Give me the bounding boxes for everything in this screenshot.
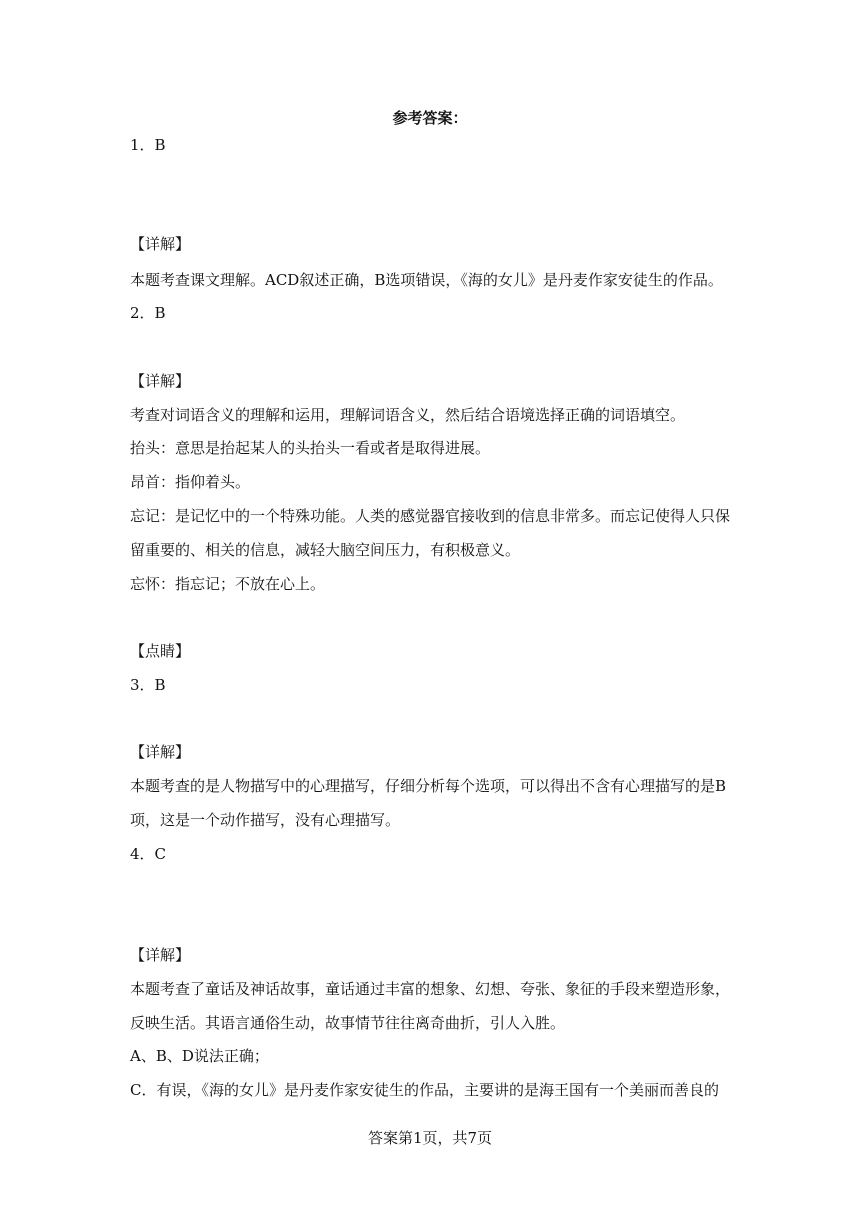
- detail-line: 留重要的、相关的信息，减轻大脑空间压力，有积极意义。: [130, 541, 521, 559]
- detail-line: 项，这是一个动作描写，没有心理描写。: [130, 811, 401, 829]
- answer-1: 1．B: [130, 136, 166, 154]
- detail-line: 忘记：是记忆中的一个特殊功能。人类的感觉器官接收到的信息非常多。而忘记使得人只保: [130, 507, 731, 525]
- answer-2: 2．B: [130, 304, 166, 322]
- detail-heading-1: 【详解】: [130, 235, 191, 253]
- detail-line: 本题考查的是人物描写中的心理描写，仔细分析每个选项，可以得出不含有心理描写的是B: [130, 777, 727, 795]
- detail-heading-2: 【详解】: [130, 372, 191, 390]
- detail-line: 本题考查了童话及神话故事，童话通过丰富的想象、幻想、夸张、象征的手段来塑造形象，: [130, 980, 731, 998]
- detail-line: 反映生活。其语言通俗生动，故事情节往往离奇曲折，引人入胜。: [130, 1014, 566, 1032]
- page-title: 参考答案：: [392, 109, 468, 127]
- page-footer: 答案第1页，共7页: [367, 1129, 493, 1147]
- detail-line: C．有误，《海的女儿》是丹麦作家安徒生的作品，主要讲的是海王国有一个美丽而善良的: [130, 1081, 719, 1099]
- answer-3: 3．B: [130, 676, 166, 694]
- detail-line: A、B、D说法正确；: [130, 1047, 269, 1065]
- detail-heading-4: 【详解】: [130, 946, 191, 964]
- detail-line: 昂首：指仰着头。: [130, 473, 251, 491]
- detail-text-1: 本题考查课文理解。ACD叙述正确，B选项错误，《海的女儿》是丹麦作家安徒生的作品。: [130, 271, 723, 289]
- answer-4: 4．C: [130, 845, 167, 863]
- highlight-heading: 【点睛】: [130, 642, 191, 660]
- detail-line: 忘怀：指忘记；不放在心上。: [130, 575, 326, 593]
- detail-line: 抬头：意思是抬起某人的头抬头一看或者是取得进展。: [130, 439, 491, 457]
- detail-line: 考查对词语含义的理解和运用，理解词语含义，然后结合语境选择正确的词语填空。: [130, 406, 686, 424]
- detail-heading-3: 【详解】: [130, 743, 191, 761]
